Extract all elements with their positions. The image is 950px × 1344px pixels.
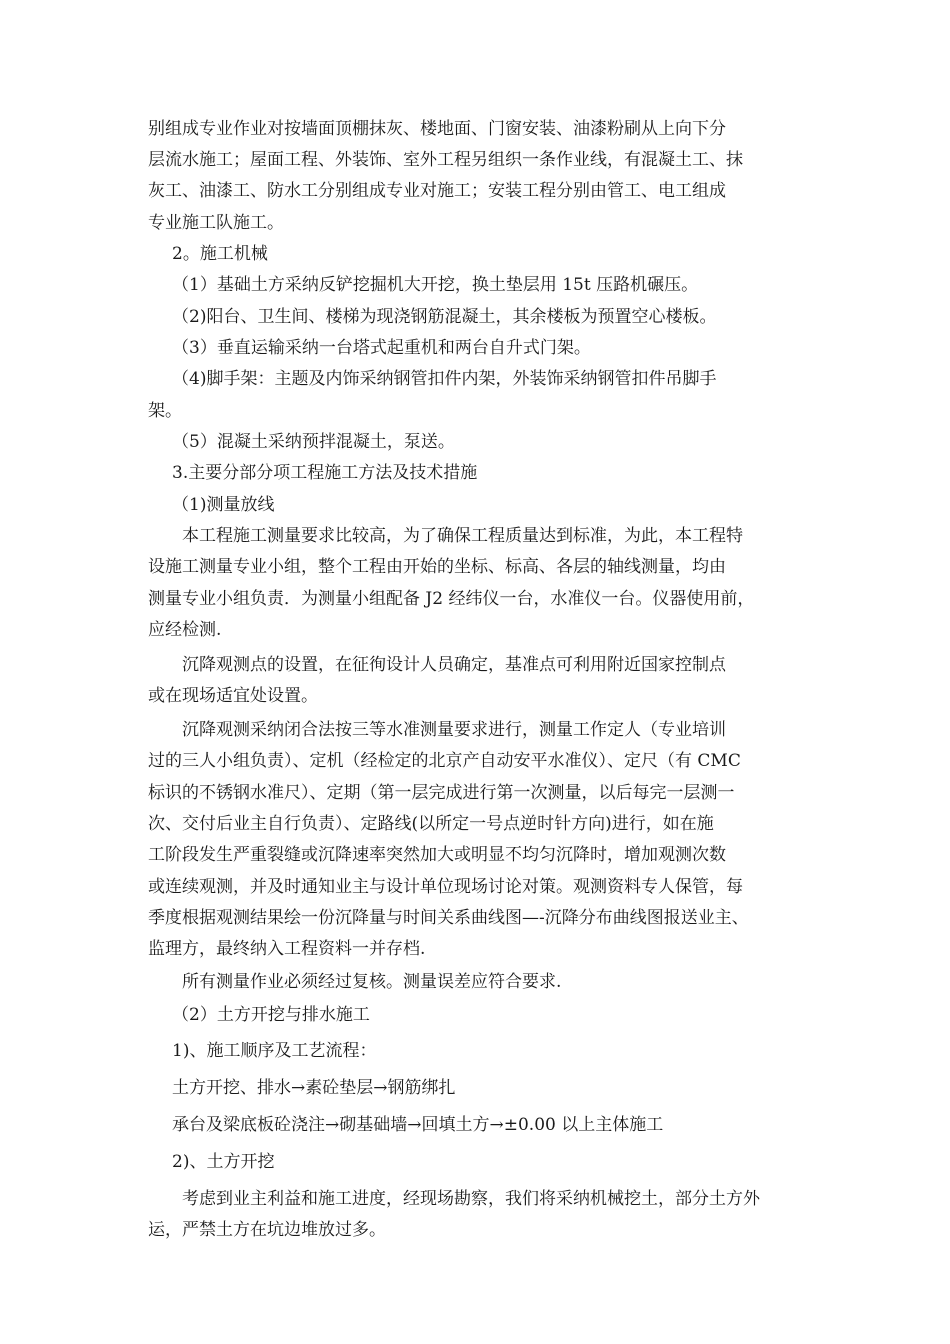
paragraph-survey-line-2: 设施工测量专业小组，整个工程由开始的坐标、标高、各层的轴线测量，均由: [148, 557, 726, 577]
paragraph-observe-line-4: 次、交付后业主自行负责）、定路线(以所定一号点逆时针方向)进行，如在施: [148, 814, 714, 834]
paragraph-observe-line-7: 季度根据观测结果绘一份沉降量与时间关系曲线图—-沉降分布曲线图报送业主、: [148, 908, 749, 928]
item-excavation-heading: 2)、土方开挖: [172, 1152, 275, 1172]
paragraph-observe-line-8: 监理方，最终纳入工程资料一并存档.: [148, 939, 426, 959]
list-item-5: （5）混凝土采纳预拌混凝土，泵送。: [172, 432, 455, 452]
list-item-4-cont: 架。: [148, 401, 182, 421]
paragraph-observe-line-3: 标识的不锈钢水准尺）、定期（第一层完成进行第一次测量，以后每完一层测一: [148, 783, 735, 803]
subsection-heading-survey: （1)测量放线: [172, 495, 275, 515]
section-heading-methods: 3.主要分部分项工程施工方法及技术措施: [172, 463, 478, 483]
paragraph-observe-line-6: 或连续观测，并及时通知业主与设计单位现场讨论对策。观测资料专人保管，每: [148, 877, 743, 897]
text-line-2: 层流水施工；屋面工程、外装饰、室外工程另组织一条作业线，有混凝土工、抹: [148, 150, 743, 170]
list-item-3: （3）垂直运输采纳一台塔式起重机和两台自升式门架。: [172, 338, 591, 358]
subsection-heading-earthwork: （2）土方开挖与排水施工: [172, 1005, 370, 1025]
process-flow-line-1: 土方开挖、排水→素砼垫层→钢筋绑扎: [172, 1078, 456, 1098]
paragraph-observe-line-2: 过的三人小组负责）、定机（经检定的北京产自动安平水准仪）、定尺（有 CMC: [148, 751, 741, 771]
list-item-4: （4)脚手架：主题及内饰采纳钢管扣件内架，外装饰采纳钢管扣件吊脚手: [172, 369, 717, 389]
paragraph-survey-line-3: 测量专业小组负责．为测量小组配备 J2 经纬仪一台，水准仪一台。仪器使用前，: [148, 589, 755, 609]
list-item-2: （2)阳台、卫生间、楼梯为现浇钢筋混凝土，其余楼板为预置空心楼板。: [172, 307, 717, 327]
paragraph-points-line-2: 或在现场适宜处设置。: [148, 686, 318, 706]
process-flow-line-2: 承台及梁底板砼浇注→砌基础墙→回填土方→±0.00 以上主体施工: [172, 1115, 664, 1135]
paragraph-excavation-line-2: 运，严禁土方在坑边堆放过多。: [148, 1220, 386, 1240]
paragraph-excavation-line-1: 考虑到业主利益和施工进度，经现场勘察，我们将采纳机械挖土，部分土方外: [182, 1189, 760, 1209]
list-item-1: （1）基础土方采纳反铲挖掘机大开挖，换土垫层用 15t 压路机碾压。: [172, 275, 699, 295]
section-heading-machinery: 2。施工机械: [172, 244, 268, 264]
text-line-3: 灰工、油漆工、防水工分别组成专业对施工；安装工程分别由管工、电工组成: [148, 181, 726, 201]
paragraph-review: 所有测量作业必须经过复核。测量误差应符合要求.: [182, 972, 562, 992]
item-sequence-heading: 1)、施工顺序及工艺流程：: [172, 1041, 377, 1061]
paragraph-survey-line-1: 本工程施工测量要求比较高，为了确保工程质量达到标准，为此，本工程特: [182, 526, 743, 546]
text-line-4: 专业施工队施工。: [148, 213, 284, 233]
paragraph-points-line-1: 沉降观测点的设置，在征徇设计人员确定，基准点可利用附近国家控制点: [182, 655, 726, 675]
paragraph-survey-line-4: 应经检测.: [148, 620, 222, 640]
paragraph-observe-line-1: 沉降观测采纳闭合法按三等水准测量要求进行，测量工作定人（专业培训: [182, 720, 726, 740]
paragraph-observe-line-5: 工阶段发生严重裂缝或沉降速率突然加大或明显不均匀沉降时，增加观测次数: [148, 845, 726, 865]
text-line-1: 别组成专业作业对按墙面顶棚抹灰、楼地面、门窗安装、油漆粉刷从上向下分: [148, 119, 726, 139]
